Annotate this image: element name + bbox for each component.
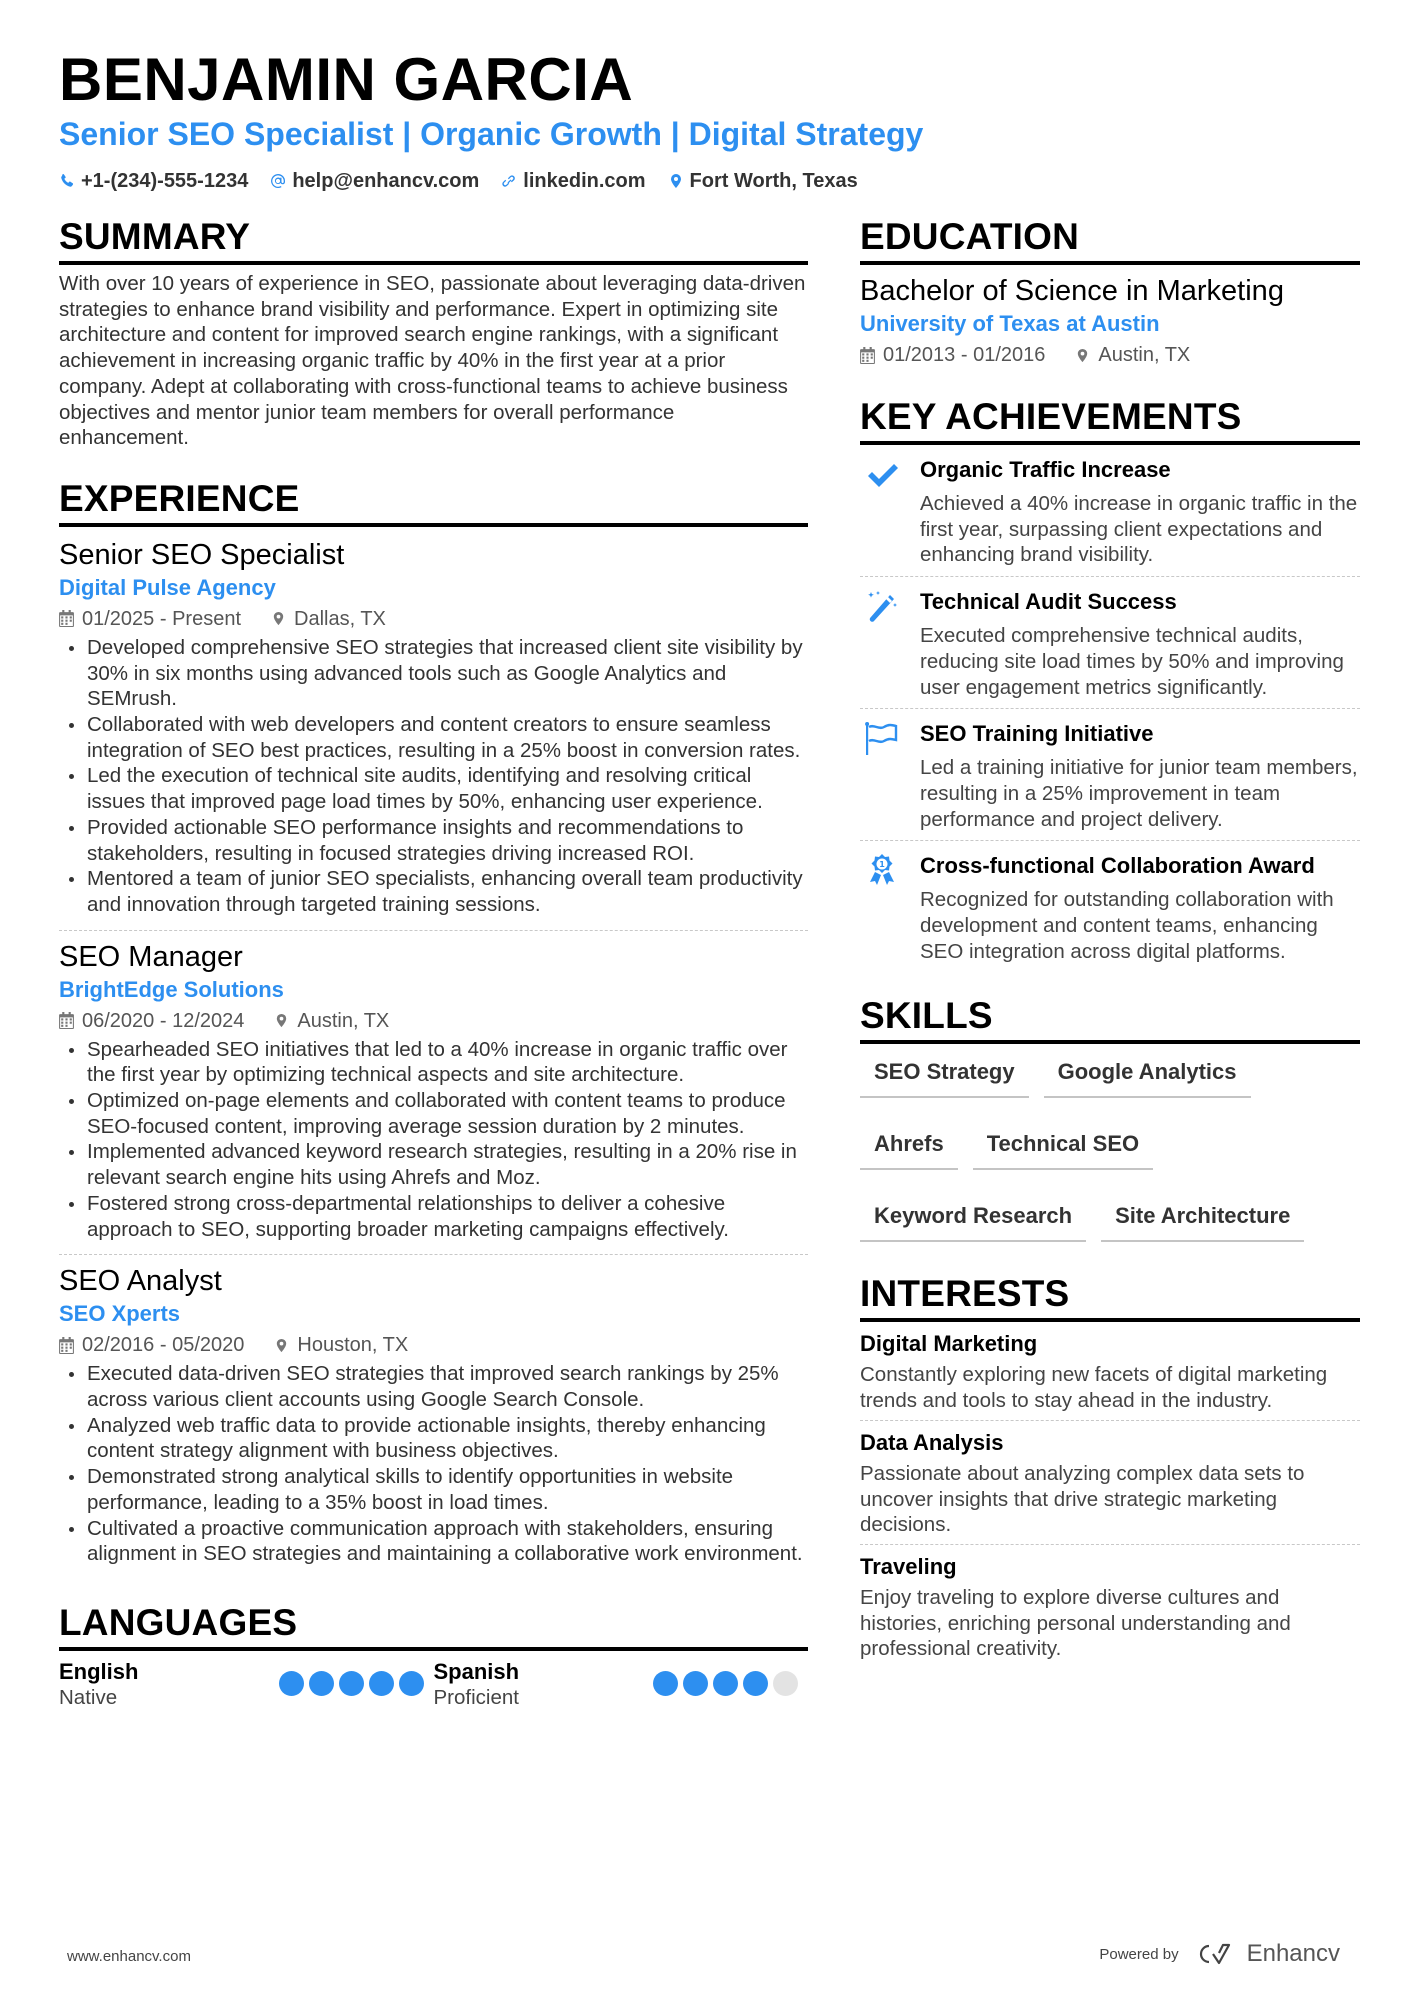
company-name: SEO Xperts <box>59 1301 181 1327</box>
location-text: Fort Worth, Texas <box>689 170 858 192</box>
education-section <box>860 215 1360 369</box>
rating-dot-filled <box>713 1671 738 1696</box>
interest-title: Digital Marketing <box>860 1331 1038 1357</box>
job-dates: 06/2020 - 12/2024 <box>82 1009 245 1032</box>
location-pin-icon <box>271 610 286 627</box>
achievement-item <box>860 840 1360 972</box>
job-location: Dallas, TX <box>294 607 386 630</box>
company-name: BrightEdge Solutions <box>59 976 284 1002</box>
company-name: Digital Pulse Agency <box>59 574 276 600</box>
interest-desc: Passionate about analyzing complex data sets to uncover insights that drive strategic marketing decisions. <box>860 1461 1305 1537</box>
job-dates: 02/2016 - 05/2020 <box>82 1334 245 1357</box>
rating-dot-filled <box>309 1671 334 1696</box>
rating-dot-filled <box>653 1671 678 1696</box>
bullet: Demonstrated strong analytical skills to identify opportunities in website performance, leading to a 35% boost in load times. <box>59 1464 808 1515</box>
footer-website-link[interactable]: www.enhancv.com <box>67 1948 191 1965</box>
summary-section <box>59 215 808 451</box>
contact-bar <box>59 168 858 194</box>
rating-dot-filled <box>279 1671 304 1696</box>
location-pin-icon <box>274 1337 289 1354</box>
skills-section <box>860 994 1360 1242</box>
education-heading: EDUCATION <box>860 215 1360 265</box>
skill-tag: Site Architecture <box>1101 1198 1304 1242</box>
achievement-desc: Recognized for outstanding collaboration with development and content teams, enhancing SEO integration across digital platforms. <box>920 888 1334 963</box>
language-item <box>434 1659 809 1711</box>
language-name: Spanish <box>433 1658 520 1684</box>
education-dates: 01/2013 - 01/2016 <box>883 344 1046 366</box>
rating-dot-filled <box>743 1671 768 1696</box>
contact-email[interactable] <box>270 168 479 194</box>
job-role: Senior SEO Specialist <box>59 538 345 571</box>
interest-title: Data Analysis <box>860 1429 1004 1455</box>
education-location: Austin, TX <box>1098 344 1191 366</box>
location-pin-icon <box>668 173 684 189</box>
calendar-icon <box>59 1012 74 1029</box>
calendar-icon <box>860 347 875 364</box>
bullet: Fostered strong cross-departmental relationships to deliver a cohesive approach to SEO, supporting broader marketing campaigns effectively. <box>59 1191 808 1242</box>
bullet: Provided actionable SEO performance insights and recommendations to stakeholders, resulting in focused strategies driving increased ROI. <box>59 815 808 866</box>
summary-text: With over 10 years of experience in SEO, passionate about leveraging data-driven strategies to enhance brand visibility and performance. Expert in optimizing site architecture and content for improved search engine rankings, with a significant achievement in increasing organic traffic by 40% in the first year at a prior company. Adept at collaborating with cross-functional teams to achieve business objectives and mentor junior team members for overall performance enhancement. <box>59 272 806 450</box>
right-column <box>860 215 1360 1668</box>
experience-item <box>59 930 808 1249</box>
achievement-item <box>860 445 1360 576</box>
bullet: Analyzed web traffic data to provide actionable insights, thereby enhancing content strategy alignment with business objectives. <box>59 1413 808 1464</box>
experience-heading: EXPERIENCE <box>59 477 808 527</box>
rating-dot-filled <box>339 1671 364 1696</box>
language-level: Proficient <box>433 1685 519 1709</box>
svg-text:1: 1 <box>879 860 885 870</box>
achievement-desc: Executed comprehensive technical audits, reducing site load times by 50% and improving user engagement metrics significantly. <box>920 624 1344 699</box>
left-column <box>59 215 808 1711</box>
job-meta <box>59 605 808 633</box>
bullet: Led the execution of technical site audits, identifying and resolving critical issues that improved page load times by 50%, enhancing user experience. <box>59 763 808 814</box>
powered-by-label: Powered by <box>1099 1945 1179 1963</box>
rating-dot-filled <box>399 1671 424 1696</box>
interest-title: Traveling <box>860 1553 957 1579</box>
education-meta <box>860 341 1360 369</box>
job-bullets <box>59 1361 808 1567</box>
footer-powered-by <box>1099 1940 1340 1968</box>
bullet: Implemented advanced keyword research strategies, resulting in a 20% rise in relevant search engine hits using Ahrefs and Moz. <box>59 1139 808 1190</box>
language-rating <box>653 1671 798 1711</box>
interest-desc: Enjoy traveling to explore diverse cultures and histories, enriching personal understanding and professional creativity. <box>860 1585 1291 1661</box>
interest-item <box>860 1544 1360 1668</box>
email-text: help@enhancv.com <box>292 170 480 192</box>
phone-text: +1-(234)-555-1234 <box>81 170 249 192</box>
location-pin-icon <box>274 1012 289 1029</box>
job-location: Austin, TX <box>297 1009 390 1032</box>
skill-tag: Keyword Research <box>860 1198 1086 1242</box>
location-pin-icon <box>1075 347 1090 364</box>
magic-wand-icon <box>864 589 900 625</box>
bullet: Developed comprehensive SEO strategies that increased client site visibility by 30% in six months using advanced tools such as Google Analytics and SEMrush. <box>59 635 808 712</box>
job-meta <box>59 1007 808 1035</box>
bullet: Spearheaded SEO initiatives that led to a 40% increase in organic traffic over the first year by optimizing technical aspects and site architecture. <box>59 1037 808 1088</box>
interests-section <box>860 1272 1360 1668</box>
interests-heading: INTERESTS <box>860 1272 1360 1322</box>
flag-icon <box>864 721 900 757</box>
job-meta <box>59 1331 808 1359</box>
bullet: Optimized on-page elements and collaborated with content teams to produce SEO-focused content, improving average session duration by 2 minutes. <box>59 1088 808 1139</box>
rating-dot-filled <box>369 1671 394 1696</box>
bullet: Collaborated with web developers and content creators to ensure seamless integration of SEO best practices, resulting in a 25% boost in conversion rates. <box>59 712 808 763</box>
experience-section <box>59 477 808 1573</box>
summary-heading: SUMMARY <box>59 215 808 265</box>
interest-item <box>860 1322 1360 1419</box>
skill-tag: Google Analytics <box>1044 1054 1251 1098</box>
experience-item <box>59 537 808 924</box>
job-location: Houston, TX <box>297 1334 409 1357</box>
achievements-heading: KEY ACHIEVEMENTS <box>860 395 1360 445</box>
checkmark-icon <box>864 457 900 493</box>
calendar-icon <box>59 1337 74 1354</box>
linkedin-text: linkedin.com <box>523 170 646 192</box>
language-rating <box>279 1671 424 1711</box>
link-icon <box>501 173 517 189</box>
brand-logo[interactable] <box>1193 1940 1340 1968</box>
award-ribbon-icon <box>864 853 900 889</box>
enhancv-logo-icon <box>1193 1941 1239 1967</box>
job-role: SEO Manager <box>59 940 243 973</box>
degree: Bachelor of Science in Marketing <box>860 275 1284 307</box>
bullet: Executed data-driven SEO strategies that improved search rankings by 25% across various client accounts using Google Search Console. <box>59 1361 808 1412</box>
achievement-title: SEO Training Initiative <box>920 721 1154 747</box>
achievements-section <box>860 395 1360 972</box>
skills-heading: SKILLS <box>860 994 1360 1044</box>
at-icon <box>270 173 286 189</box>
skills-list <box>860 1054 1360 1242</box>
school-name: University of Texas at Austin <box>860 311 1160 336</box>
skill-tag: SEO Strategy <box>860 1054 1029 1098</box>
contact-phone[interactable] <box>59 168 248 194</box>
interest-item <box>860 1420 1360 1544</box>
job-bullets <box>59 635 808 918</box>
bullet: Cultivated a proactive communication approach with stakeholders, ensuring alignment in SEO strategies and maintaining a collaborative work environment. <box>59 1516 808 1567</box>
job-role: SEO Analyst <box>59 1265 222 1298</box>
rating-dot-empty <box>773 1671 798 1696</box>
job-dates: 01/2025 - Present <box>82 607 241 630</box>
phone-icon <box>59 173 75 189</box>
achievement-item <box>860 708 1360 840</box>
languages-section <box>59 1601 808 1711</box>
contact-location <box>668 168 858 194</box>
candidate-name: BENJAMIN GARCIA <box>59 46 634 113</box>
candidate-title: Senior SEO Specialist | Organic Growth | Digital Strategy <box>59 116 924 152</box>
achievement-title: Technical Audit Success <box>920 589 1177 615</box>
achievement-title: Organic Traffic Increase <box>920 457 1171 482</box>
language-level: Native <box>59 1685 118 1709</box>
language-item <box>59 1659 434 1711</box>
rating-dot-filled <box>683 1671 708 1696</box>
skill-tag: Ahrefs <box>860 1126 958 1170</box>
achievement-desc: Led a training initiative for junior team members, resulting in a 25% improvement in team performance and project delivery. <box>920 756 1358 831</box>
achievement-title: Cross-functional Collaboration Award <box>920 853 1315 879</box>
language-name: English <box>59 1658 139 1684</box>
calendar-icon <box>59 610 74 627</box>
languages-list <box>59 1659 808 1711</box>
contact-linkedin[interactable] <box>501 168 645 194</box>
job-bullets <box>59 1037 808 1243</box>
achievement-desc: Achieved a 40% increase in organic traffic in the first year, surpassing client expectations and enhancing brand visibility. <box>920 492 1358 567</box>
interest-desc: Constantly exploring new facets of digital marketing trends and tools to stay ahead in the industry. <box>860 1363 1328 1413</box>
brand-name: Enhancv <box>1246 1940 1340 1967</box>
achievement-item <box>860 576 1360 708</box>
skill-tag: Technical SEO <box>973 1126 1153 1170</box>
languages-heading: LANGUAGES <box>59 1601 808 1651</box>
experience-item <box>59 1254 808 1573</box>
bullet: Mentored a team of junior SEO specialists, enhancing overall team productivity and innovation through targeted training sessions. <box>59 866 808 917</box>
